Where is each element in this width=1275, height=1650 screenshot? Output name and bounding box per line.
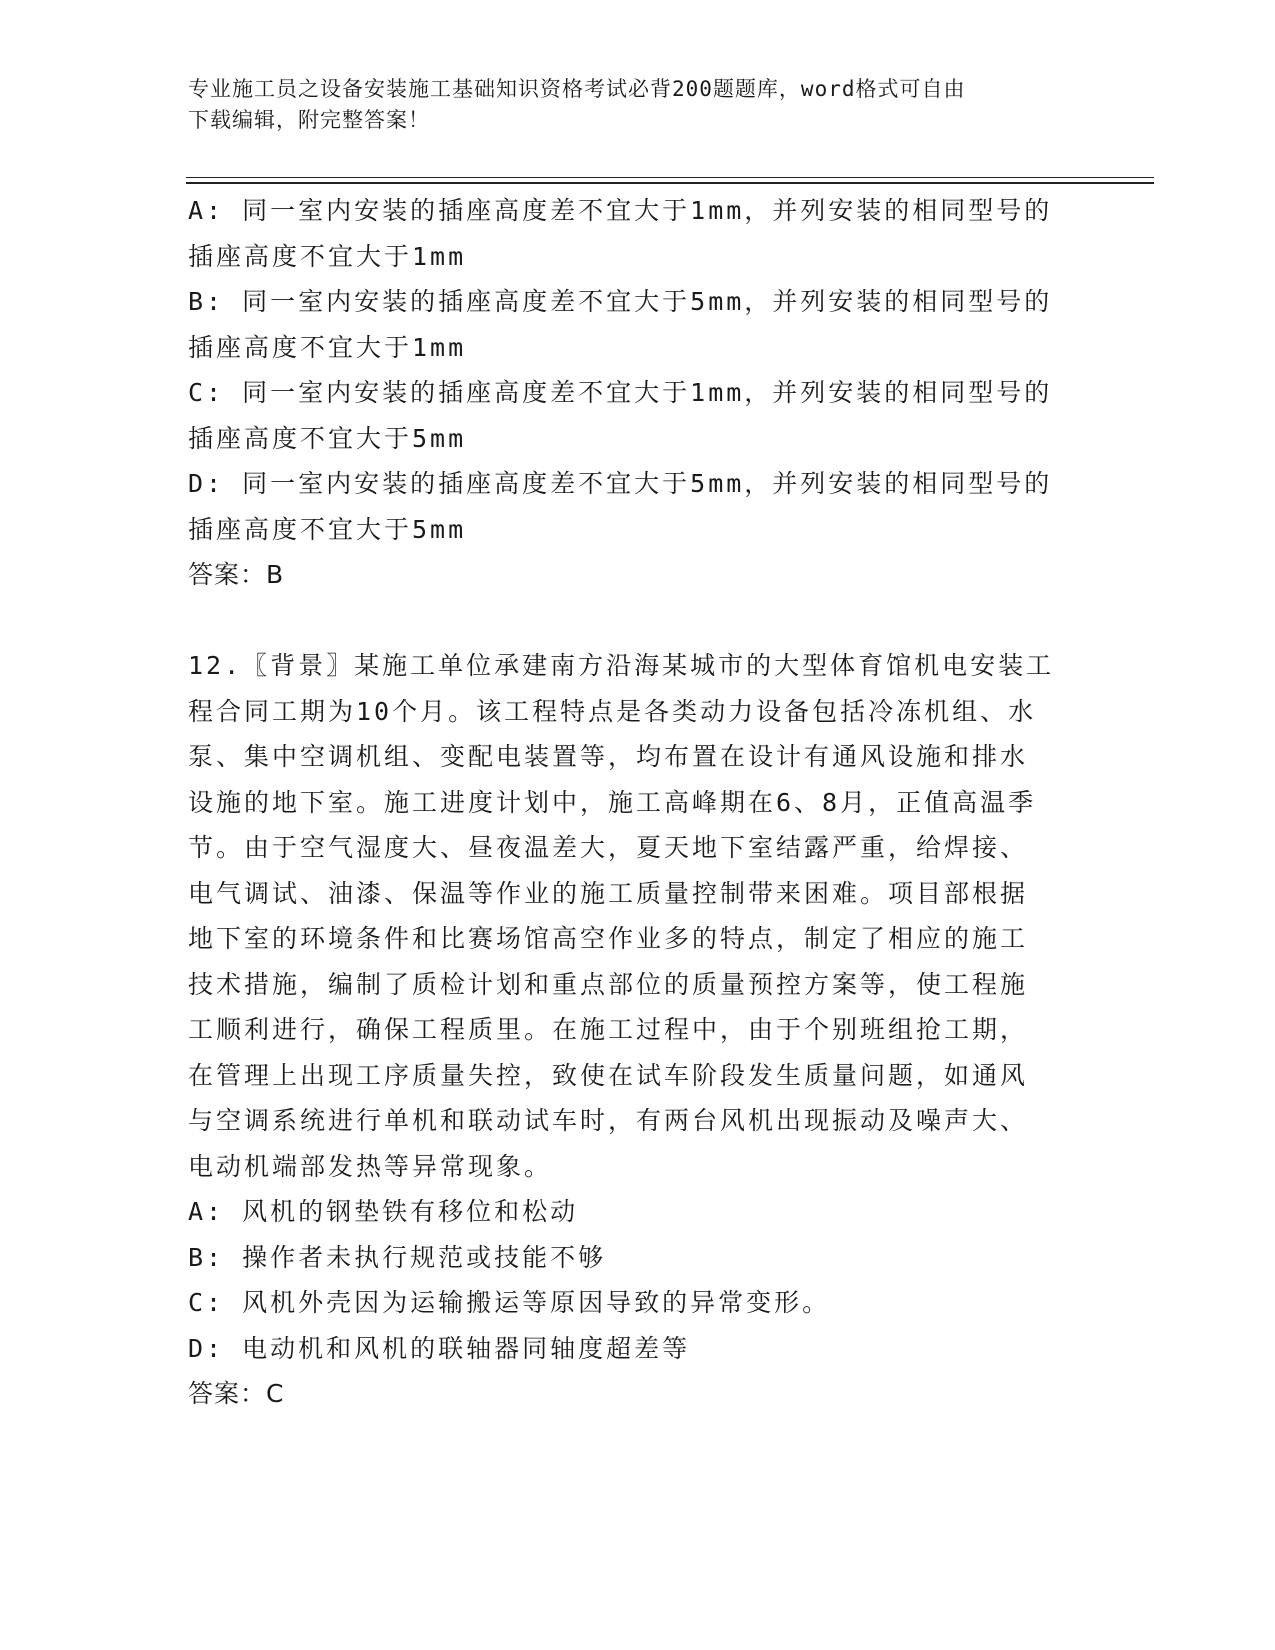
option-b: B: 操作者未执行规范或技能不够 bbox=[188, 1242, 607, 1272]
stem-line: 与空调系统进行单机和联动试车时，有两台风机出现振动及噪声大、 bbox=[188, 1106, 1029, 1135]
option-a-line-2: 插座高度不宜大于1mm bbox=[188, 241, 467, 271]
header-divider-thick bbox=[186, 182, 1154, 184]
stem-line: 技术措施，编制了质检计划和重点部位的质量预控方案等，使工程施 bbox=[188, 969, 1029, 999]
option-c-line-2: 插座高度不宜大于5mm bbox=[188, 423, 467, 453]
document-header bbox=[188, 74, 1068, 136]
option-b-line-2: 插座高度不宜大于1mm bbox=[188, 332, 467, 362]
question-12-stem bbox=[188, 643, 1078, 1189]
header-line-2: 下载编辑，附完整答案！ bbox=[188, 108, 430, 132]
option-b-line-1: B: 同一室内安装的插座高度差不宜大于5mm，并列安装的相同型号的 bbox=[188, 287, 1053, 316]
stem-line: 设施的地下室。施工进度计划中，施工高峰期在6、8月，正值高温季 bbox=[188, 787, 1037, 817]
stem-line: 电动机端部发热等异常现象。 bbox=[188, 1151, 553, 1181]
stem-line: 泵、集中空调机组、变配电装置等，均布置在设计有通风设施和排水 bbox=[188, 742, 1029, 771]
option-a-line-1: A: 同一室内安装的插座高度差不宜大于1mm，并列安装的相同型号的 bbox=[188, 196, 1053, 225]
question-content bbox=[188, 188, 1078, 1417]
option-c-line-1: C: 同一室内安装的插座高度差不宜大于1mm，并列安装的相同型号的 bbox=[188, 378, 1053, 407]
option-c bbox=[188, 370, 1078, 461]
option-d-line-2: 插座高度不宜大于5mm bbox=[188, 514, 467, 544]
question-11-options bbox=[188, 188, 1078, 552]
spacer bbox=[188, 598, 1078, 644]
question-12-answer: 答案：C bbox=[188, 1379, 285, 1408]
option-d: D: 电动机和风机的联轴器同轴度超差等 bbox=[188, 1333, 691, 1363]
header-divider-thin bbox=[186, 177, 1154, 178]
stem-line: 电气调试、油漆、保温等作业的施工质量控制带来困难。项目部根据 bbox=[188, 878, 1029, 908]
option-b bbox=[188, 279, 1078, 370]
option-d-line-1: D: 同一室内安装的插座高度差不宜大于5mm，并列安装的相同型号的 bbox=[188, 469, 1053, 498]
stem-line: 节。由于空气湿度大、昼夜温差大，夏天地下室结露严重，给焊接、 bbox=[188, 833, 1029, 862]
stem-line: 12.〖背景〗某施工单位承建南方沿海某城市的大型体育馆机电安装工 bbox=[188, 651, 1055, 680]
question-11-answer: 答案：B bbox=[188, 560, 285, 589]
option-a: A: 风机的钢垫铁有移位和松动 bbox=[188, 1197, 579, 1226]
stem-line: 工顺利进行，确保工程质里。在施工过程中，由于个别班组抢工期， bbox=[188, 1015, 1029, 1044]
stem-line: 地下室的环境条件和比赛场馆高空作业多的特点，制定了相应的施工 bbox=[188, 924, 1029, 953]
question-12-options bbox=[188, 1189, 1078, 1371]
option-a bbox=[188, 188, 1078, 279]
option-c: C: 风机外壳因为运输搬运等原因导致的异常变形。 bbox=[188, 1288, 831, 1317]
stem-line: 程合同工期为10个月。该工程特点是各类动力设备包括冷冻机组、水 bbox=[188, 696, 1037, 726]
option-d bbox=[188, 461, 1078, 552]
header-line-1: 专业施工员之设备安装施工基础知识资格考试必背200题题库，word格式可自由 bbox=[188, 77, 966, 101]
stem-line: 在管理上出现工序质量失控，致使在试车阶段发生质量问题，如通风 bbox=[188, 1060, 1029, 1090]
